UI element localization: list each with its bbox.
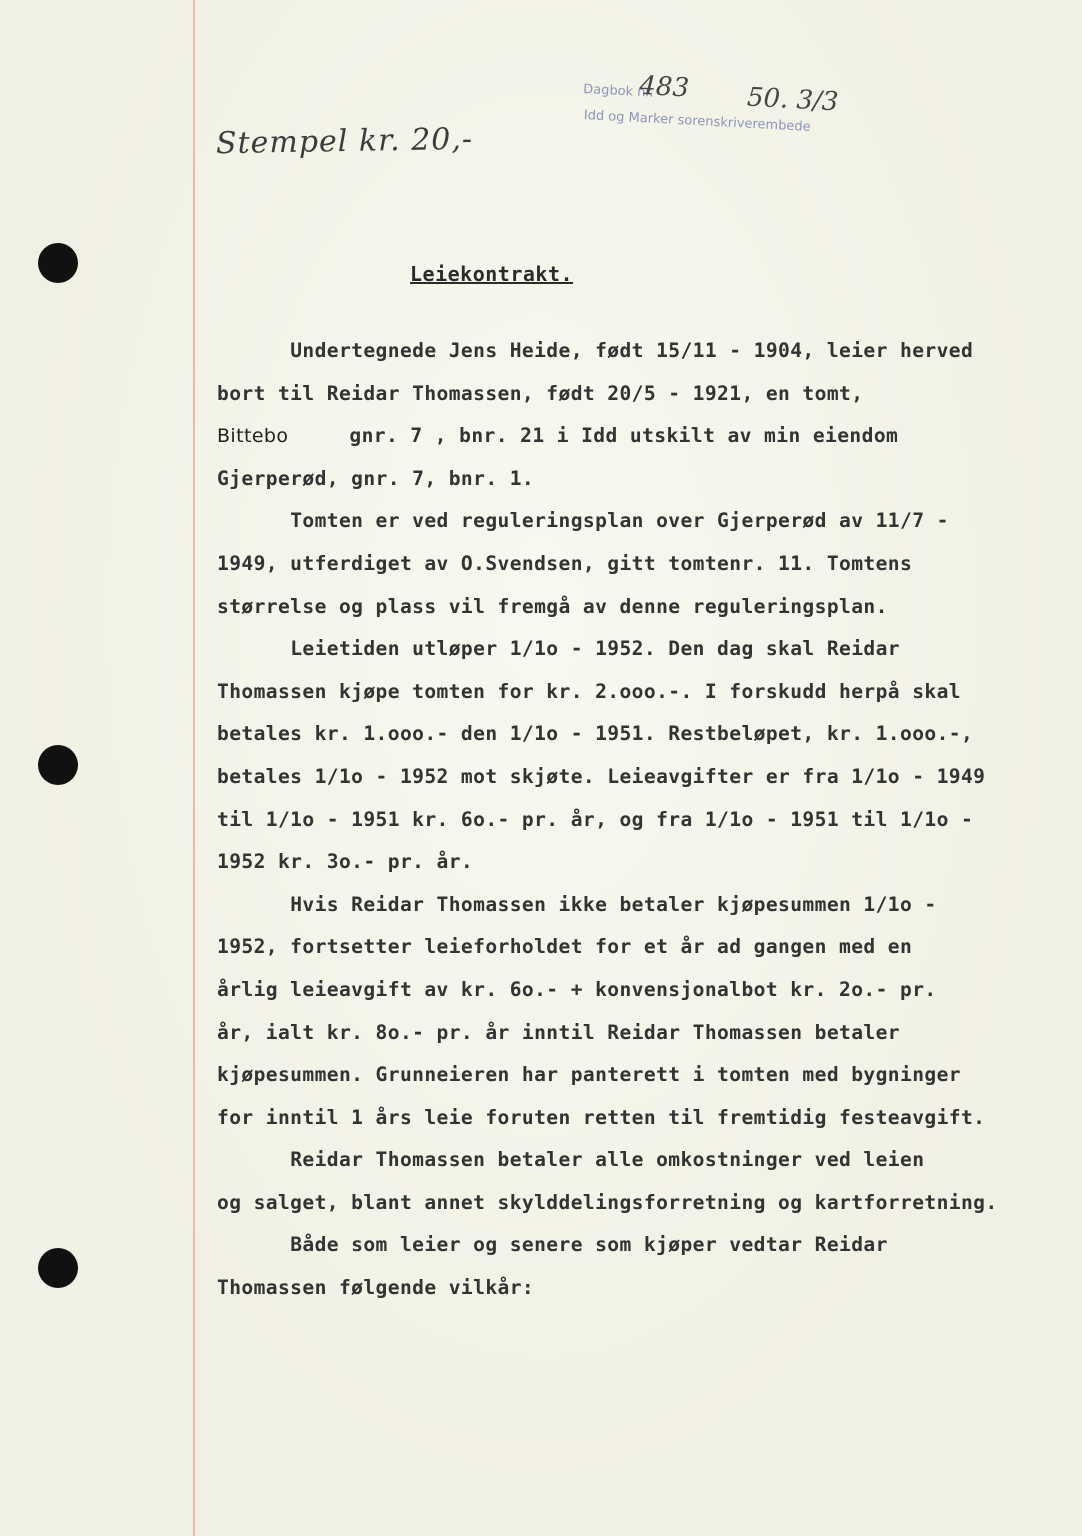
- punch-hole: [38, 1248, 78, 1288]
- text-line: [217, 799, 1067, 842]
- text-line: [217, 713, 1067, 756]
- line-text: Gjerperød, gnr. 7, bnr. 1.: [217, 466, 535, 490]
- text-line: [217, 500, 1067, 543]
- line-text: Thomassen kjøpe tomten for kr. 2.ooo.-. I forskudd herpå skal: [217, 679, 961, 703]
- line-text: til 1/1o - 1951 kr. 6o.- pr. år, og fra 1/1o - 1951 til 1/1o -: [217, 807, 974, 831]
- punch-hole: [38, 243, 78, 283]
- line-text: årlig leieavgift av kr. 6o.- + konvensjonalbot kr. 2o.- pr.: [217, 977, 937, 1001]
- text-line: [217, 841, 1067, 884]
- text-line: [217, 458, 1067, 501]
- stamp-number: 483: [638, 70, 690, 104]
- filled-in-name: Bittebo: [217, 425, 289, 448]
- stamp-label-diary: Dagbok nr.: [582, 81, 655, 101]
- text-line: [217, 373, 1067, 416]
- text-line: [217, 628, 1067, 671]
- text-line: [217, 926, 1067, 969]
- text-line: [217, 415, 1067, 458]
- stamp-label-court: Idd og Marker sorenskriverembede: [583, 108, 811, 135]
- text-line: [217, 969, 1067, 1012]
- line-text: kjøpesummen. Grunneieren har panterett i tomten med bygninger: [217, 1063, 961, 1087]
- line-text: bort til Reidar Thomassen, født 20/5 - 1921, en tomt,: [217, 381, 864, 405]
- line-text: 1952 kr. 3o.- pr. år.: [217, 850, 474, 874]
- text-line: [217, 671, 1067, 714]
- line-text: år, ialt kr. 8o.- pr. år inntil Reidar Thomassen betaler: [217, 1020, 900, 1044]
- text-line: [217, 1097, 1067, 1140]
- contract-body: [217, 330, 1067, 1310]
- document-title: Leiekontrakt.: [410, 262, 574, 286]
- line-text: for inntil 1 års leie foruten retten til fremtidig festeavgift.: [217, 1105, 986, 1129]
- stamp-fee-note: Stempel kr. 20,-: [215, 121, 474, 162]
- line-text: gnr. 7 , bnr. 21 i Idd utskilt av min eiendom: [288, 424, 899, 448]
- line-text: Tomten er ved reguleringsplan over Gjerperød av 11/7 -: [290, 509, 949, 533]
- punch-hole: [38, 745, 78, 785]
- stamp-date: 50. 3/3: [746, 82, 840, 118]
- margin-rule: [193, 0, 195, 1536]
- line-text: Thomassen følgende vilkår:: [217, 1276, 535, 1300]
- line-text: betales 1/1o - 1952 mot skjøte. Leieavgifter er fra 1/1o - 1949: [217, 764, 986, 788]
- line-text: 1952, fortsetter leieforholdet for et år ad gangen med en: [217, 935, 913, 959]
- line-text: Både som leier og senere som kjøper vedtar Reidar: [290, 1233, 888, 1257]
- text-line: [217, 756, 1067, 799]
- text-line: [217, 1267, 1067, 1310]
- text-line: [217, 1224, 1067, 1267]
- text-line: [217, 884, 1067, 927]
- line-text: Leietiden utløper 1/1o - 1952. Den dag skal Reidar: [290, 637, 901, 661]
- line-text: Hvis Reidar Thomassen ikke betaler kjøpesummen 1/1o -: [290, 892, 937, 916]
- text-line: [217, 1012, 1067, 1055]
- line-text: Reidar Thomassen betaler alle omkostninger ved leien: [290, 1148, 925, 1172]
- line-text: betales kr. 1.ooo.- den 1/1o - 1951. Restbeløpet, kr. 1.ooo.-,: [217, 722, 974, 746]
- line-text: og salget, blant annet skylddelingsforretning og kartforretning.: [217, 1190, 998, 1214]
- text-line: [217, 586, 1067, 629]
- text-line: [217, 330, 1067, 373]
- line-text: 1949, utferdiget av O.Svendsen, gitt tomtenr. 11. Tomtens: [217, 551, 913, 575]
- registry-stamp: [579, 70, 903, 181]
- text-line: [217, 1182, 1067, 1225]
- text-line: [217, 543, 1067, 586]
- line-text: Undertegnede Jens Heide, født 15/11 - 1904, leier herved: [290, 339, 974, 362]
- text-line: [217, 1054, 1067, 1097]
- text-line: [217, 1139, 1067, 1182]
- line-text: størrelse og plass vil fremgå av denne reguleringsplan.: [217, 594, 888, 618]
